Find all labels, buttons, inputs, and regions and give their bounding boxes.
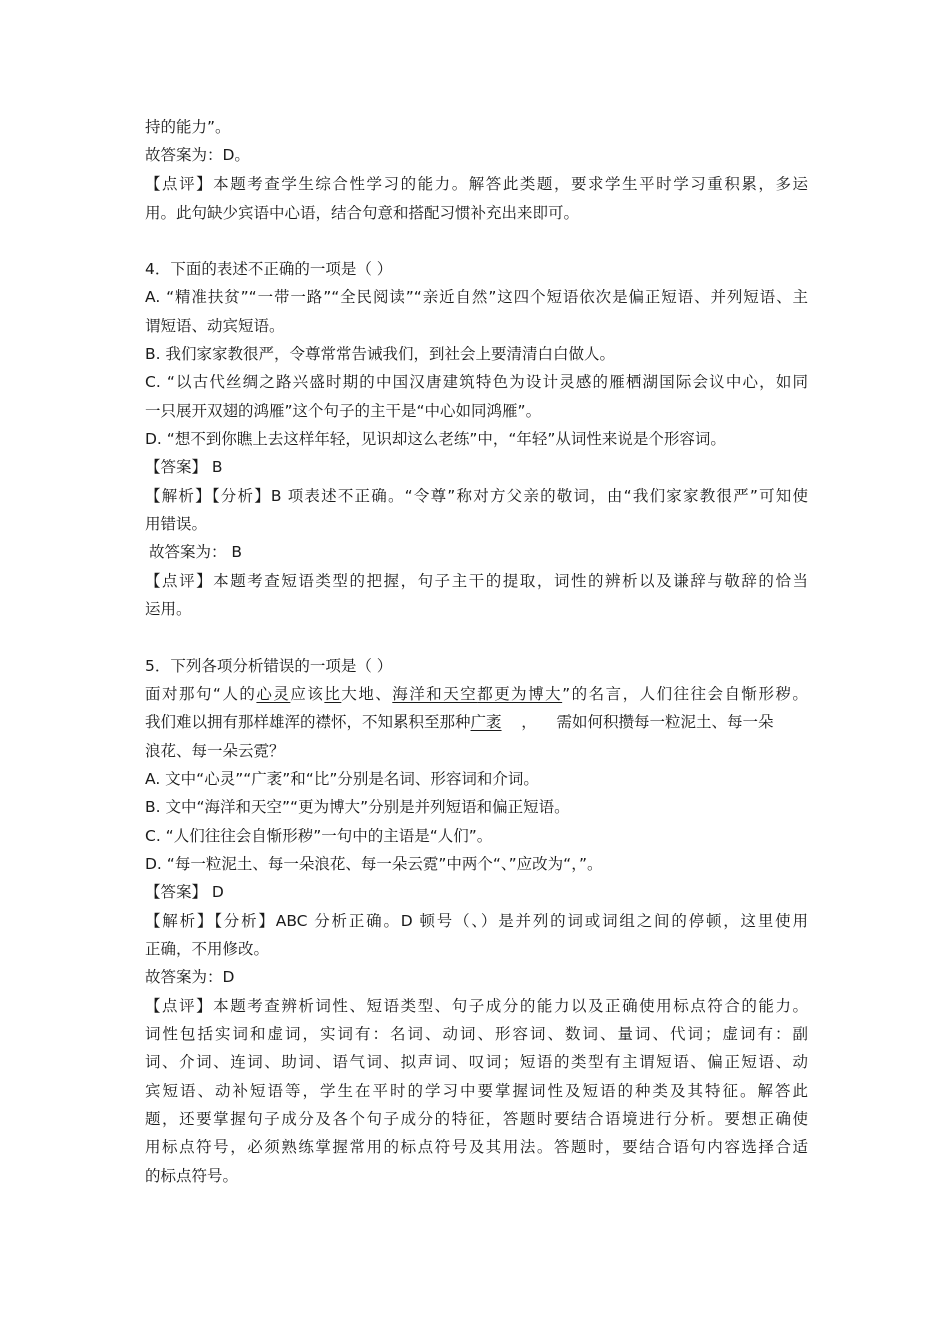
q5-option-b: B. 文中“海洋和天空”“更为博大”分别是并列短语和偏正短语。	[145, 798, 570, 816]
underlined-word-guangmao: 广袤	[470, 713, 502, 731]
underlined-phrase-boda: 都更为博大	[477, 685, 563, 703]
q4-option-c-line-1: C. “以古代丝绸之路兴盛时期的中国汉唐建筑特色为设计灵感的雁栖湖国际会议中心，如同	[145, 373, 808, 391]
q5-comment-line-5: 题，还要掌握句子成分及各个句子成分的特征，答题时要结合语境进行分析。要想正确使	[145, 1110, 808, 1128]
underlined-word-bi: 比	[324, 685, 342, 703]
q4-option-a-line-1: A. “精准扶贫”“一带一路”“全民阅读”“亲近自然”这四个短语依次是偏正短语、并列短语、主	[145, 288, 808, 306]
passage-text: 应该	[290, 685, 325, 703]
passage-text: 大地、	[341, 685, 393, 703]
q3-comment-line-2: 用。此句缺少宾语中心语，结合句意和搭配习惯补充出来即可。	[145, 204, 580, 222]
q4-analysis-line-2: 用错误。	[145, 515, 208, 533]
underlined-word-xinling: 心灵	[256, 685, 291, 703]
q5-option-c: C. “人们往往会自惭形秽”一句中的主语是“人们”。	[145, 827, 493, 845]
q5-passage-line-2	[145, 711, 773, 733]
q5-final-answer: 故答案为：D	[145, 968, 235, 986]
q4-option-d: D. “想不到你瞧上去这样年轻，见识却这么老练”中，“年轻”从词性来说是个形容词。	[145, 430, 726, 448]
q5-analysis-line-1: 【解析】【分析】ABC 分析正确。D 顿号（、）是并列的词或词组之间的停顿，这里使用	[145, 912, 808, 930]
q5-comment-line-4: 宾短语、动补短语等，学生在平时的学习中要掌握词性及短语的种类及其特征。解答此	[145, 1082, 808, 1100]
q4-comment-line-1: 【点评】本题考查短语类型的把握，句子主干的提取，词性的辨析以及谦辞与敬辞的恰当	[145, 572, 808, 590]
q4-answer: 【答案】 B	[145, 458, 223, 476]
q5-comment-line-1: 【点评】本题考查辨析词性、短语类型、句子成分的能力以及正确使用标点符合的能力。	[145, 997, 808, 1015]
q5-comment-line-6: 用标点符号，必须熟练掌握常用的标点符号及其用法。答题时，要结合语句内容选择合适	[145, 1138, 808, 1156]
q5-option-a: A. 文中“心灵”“广袤”和“比”分别是名词、形容词和介词。	[145, 770, 539, 788]
q3-comment-line-1: 【点评】本题考查学生综合性学习的能力。解答此类题，要求学生平时学习重积累，多运	[145, 175, 808, 193]
q5-comment-line-7: 的标点符号。	[145, 1167, 239, 1185]
q5-answer: 【答案】 D	[145, 883, 224, 901]
q5-option-d: D. “每一粒泥土、每一朵浪花、每一朵云霓”中两个“、”应改为“，”。	[145, 855, 603, 873]
q3-text-tail: 持的能力”。	[145, 118, 231, 136]
q5-comment-line-2: 词性包括实词和虚词，实词有：名词、动词、形容词、数词、量词、代词；虚词有：副	[145, 1025, 808, 1043]
q4-final-answer: 故答案为： B	[149, 543, 243, 561]
passage-text: 面对那句“人的	[145, 685, 257, 703]
q4-option-a-line-2: 谓短语、动宾短语。	[145, 317, 285, 335]
passage-text: 我们难以拥有那样雄浑的襟怀，不知累积至那种	[145, 713, 471, 731]
q4-analysis-line-1: 【解析】【分析】B 项表述不正确。“令尊”称对方父亲的敬词，由“我们家家教很严”可知使	[145, 487, 808, 505]
q4-stem: 4．下面的表述不正确的一项是（ ）	[145, 260, 393, 278]
passage-text: ， 需如何积攒每一粒泥土、每一朵	[501, 713, 774, 731]
passage-text: ”的名言，人们往往会自惭形秽。	[562, 685, 808, 703]
q5-stem: 5．下列各项分析错误的一项是（ ）	[145, 657, 393, 675]
q4-option-b: B. 我们家家教很严，令尊常常告诫我们，到社会上要清清白白做人。	[145, 345, 615, 363]
q3-final-answer: 故答案为：D。	[145, 146, 250, 164]
q5-analysis-line-2: 正确，不用修改。	[145, 940, 270, 958]
q5-passage-line-3: 浪花、每一朵云霓？	[145, 742, 285, 760]
q4-comment-line-2: 运用。	[145, 600, 192, 618]
q4-option-c-line-2: 一只展开双翅的鸿雁”这个句子的主干是“中心如同鸿雁”。	[145, 402, 542, 420]
q5-passage-line-1	[145, 683, 808, 705]
underlined-phrase-haiyang: 海洋和天空	[392, 685, 478, 703]
q5-comment-line-3: 词、介词、连词、助词、语气词、拟声词、叹词；短语的类型有主谓短语、偏正短语、动	[145, 1053, 808, 1071]
